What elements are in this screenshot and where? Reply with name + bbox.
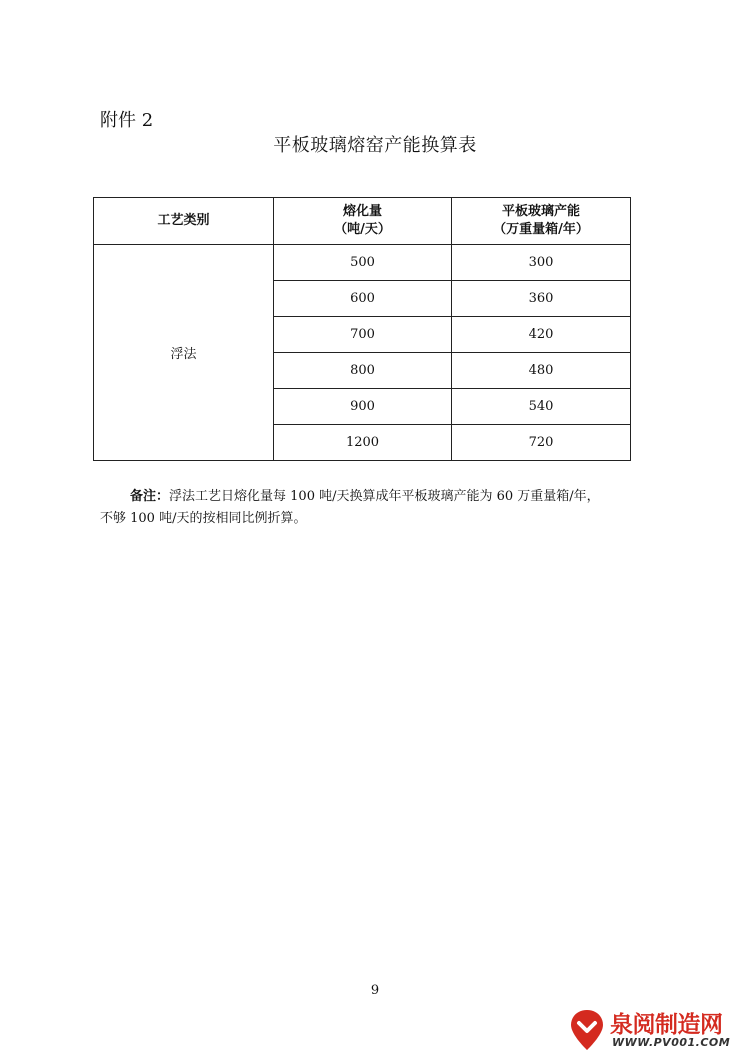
melt-cell: 700 <box>274 317 452 353</box>
melt-cell: 800 <box>274 353 452 389</box>
melt-cell: 900 <box>274 389 452 425</box>
melt-cell: 1200 <box>274 425 452 461</box>
annex-label: 附件 2 <box>100 110 154 131</box>
watermark-brand: 泉阅制造网 <box>610 1012 723 1038</box>
header-process-type-label: 工艺类别 <box>157 213 210 228</box>
capacity-cell: 300 <box>452 245 631 281</box>
table-header-row <box>94 198 631 245</box>
capacity-cell: 420 <box>452 317 631 353</box>
capacity-cell: 540 <box>452 389 631 425</box>
capacity-cell: 480 <box>452 353 631 389</box>
header-melt-amount-label: 熔化量 <box>342 204 382 219</box>
header-glass-capacity-label: 平板玻璃产能 <box>501 204 580 219</box>
page-number: 9 <box>370 983 380 998</box>
header-process-type <box>94 198 274 245</box>
remark-note <box>100 486 660 530</box>
capacity-cell: 360 <box>452 281 631 317</box>
page-title: 平板玻璃熔窑产能换算表 <box>273 135 477 156</box>
remark-text-1: 浮法工艺日熔化量每 100 吨/天换算成年平板玻璃产能为 60 万重量箱/年， <box>169 489 600 504</box>
header-glass-capacity <box>452 198 631 245</box>
header-melt-amount-unit: （吨/天） <box>334 222 391 237</box>
table-row <box>94 245 631 281</box>
remark-line-2: 不够 100 吨/天的按相同比例折算。 <box>100 511 307 526</box>
capacity-table <box>93 197 631 461</box>
melt-cell: 600 <box>274 281 452 317</box>
remark-label: 备注： <box>130 489 170 504</box>
header-melt-amount <box>274 198 452 245</box>
capacity-cell: 720 <box>452 425 631 461</box>
melt-cell: 500 <box>274 245 452 281</box>
remark-line-1 <box>100 486 660 508</box>
header-glass-capacity-unit: （万重量箱/年） <box>493 222 589 237</box>
map-pin-logo-icon <box>568 1008 606 1052</box>
watermark <box>568 1006 746 1056</box>
watermark-url: WWW.PV001.COM <box>612 1036 731 1049</box>
process-type-cell: 浮法 <box>94 245 274 461</box>
